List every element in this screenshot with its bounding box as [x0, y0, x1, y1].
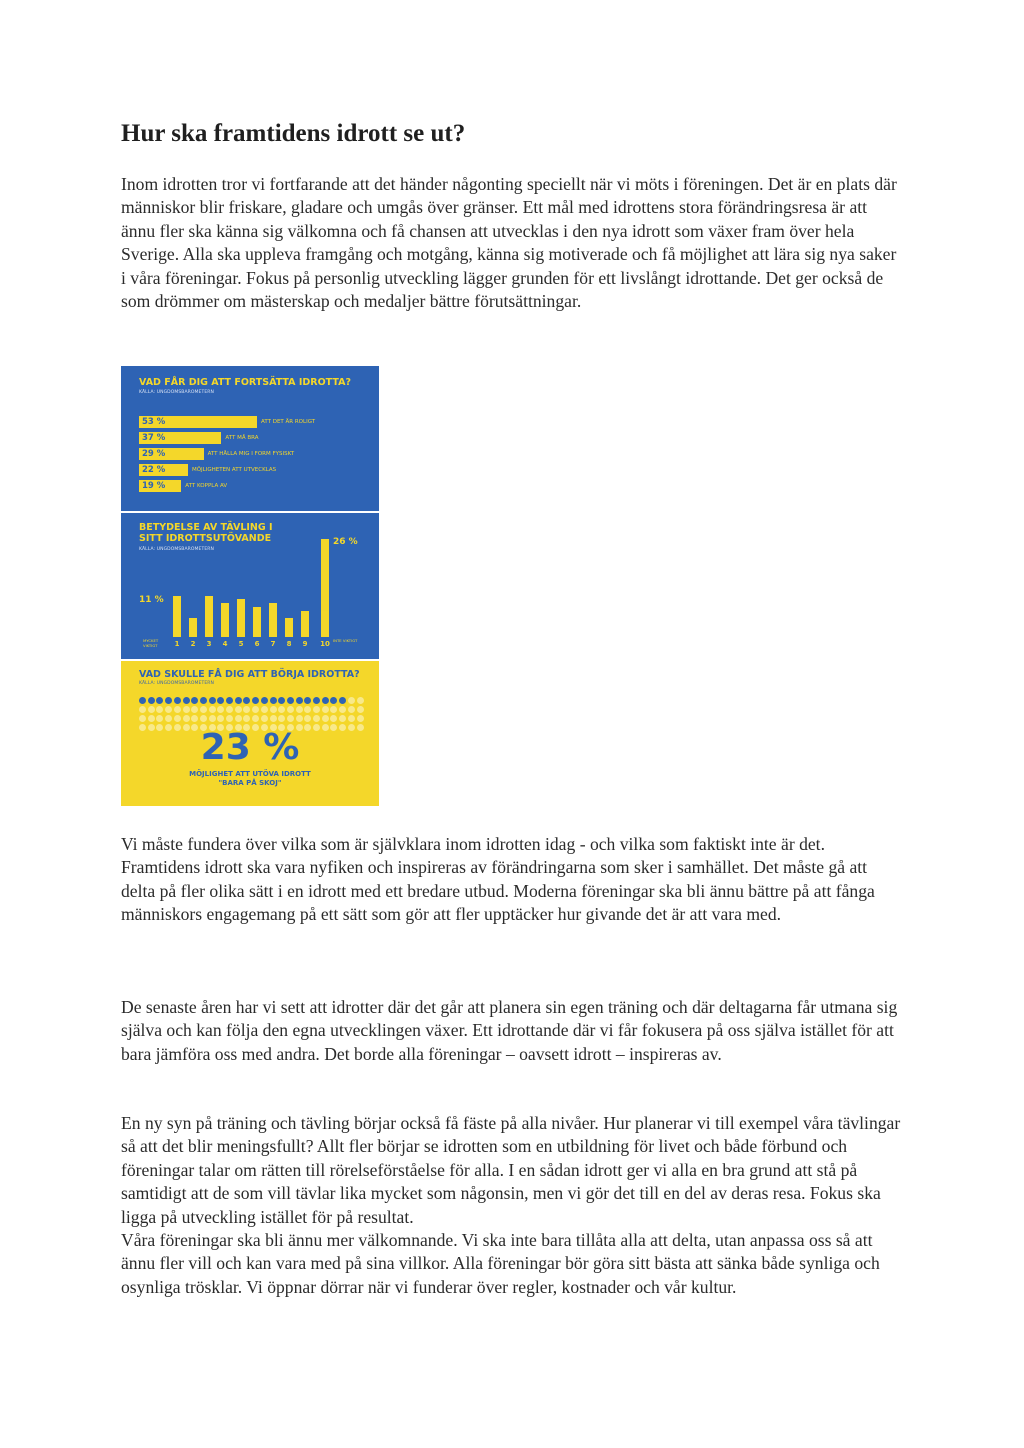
pictogram-dot	[330, 706, 337, 713]
chart-competition-low-label: MYCKET VIKTIGT	[143, 638, 159, 648]
pictogram-dot	[226, 715, 233, 722]
chart-competition-title: BETYDELSE AV TÄVLING I SITT IDROTTSUTÖVANDE	[139, 522, 273, 544]
pictogram-dot	[209, 715, 216, 722]
pictogram-dot	[339, 697, 346, 704]
pictogram-dot	[183, 715, 190, 722]
pictogram-dot	[235, 706, 242, 713]
pictogram-dot	[348, 706, 355, 713]
chart-competition-tick-label: 8	[286, 640, 292, 648]
chart-reasons-value-label: 22 %	[142, 465, 166, 475]
pictogram-dot	[322, 715, 329, 722]
chart-reasons-row	[139, 480, 369, 492]
pictogram-dot	[191, 715, 198, 722]
pictogram-dot	[217, 715, 224, 722]
chart-reasons-row	[139, 432, 369, 444]
pictogram-dot	[339, 706, 346, 713]
chart-competition-annotation-high: 26 %	[333, 537, 358, 547]
chart-start-source: KÄLLA: UNGDOMSBAROMETERN	[139, 681, 214, 686]
chart-reasons-panel	[121, 366, 379, 511]
pictogram-dot	[270, 697, 277, 704]
pictogram-dot	[304, 715, 311, 722]
chart-reasons-bar	[139, 464, 188, 476]
pictogram-dot	[191, 697, 198, 704]
chart-competition-annotation-low: 11 %	[139, 595, 164, 605]
pictogram-dot	[330, 697, 337, 704]
chart-start-caption-line2: "BARA PÅ SKOJ"	[218, 779, 282, 787]
pictogram-dot	[217, 697, 224, 704]
pictogram-dot	[183, 697, 190, 704]
chart-start-value: 23 %	[200, 727, 300, 768]
pictogram-dot	[339, 715, 346, 722]
pictogram-dot	[139, 715, 146, 722]
pictogram-dot	[287, 697, 294, 704]
pictogram-dot	[209, 697, 216, 704]
page-title: Hur ska framtidens idrott se ut?	[121, 120, 466, 147]
pictogram-dot	[330, 715, 337, 722]
infographic	[121, 366, 379, 806]
chart-start-panel	[121, 661, 379, 806]
paragraph-training: En ny syn på träning och tävling börjar också få fäste på alla nivåer. Hur planerar vi till exempel våra tävlingar så att det blir meningsfullt? Allt fler börjar se idrotten som en utbildning för livet och både förbund och föreningar talar om rätten till rörelseförståelse för alla. I en sådan idrott ger vi alla en bra grund att stå på samtidigt att de som vill tävlar lika mycket som någonsin, men vi gör det till en del av deras resa. Fokus ska ligga på utveckling istället för på resultat. Våra föreningar ska bli ännu mer välkomnande. Vi ska inte bara tillåta alla att delta, utan anpassa oss så att ännu fler vill och kan vara med på sina villkor. Alla föreningar bör göra sitt bästa att sänka både synliga och osynliga trösklar. Vi öppnar dörrar när vi funderar över regler, kostnader och vår kultur.	[121, 1113, 901, 1297]
pictogram-dot	[243, 715, 250, 722]
pictogram-dot	[270, 706, 277, 713]
pictogram-dot	[261, 697, 268, 704]
pictogram-dot	[261, 715, 268, 722]
chart-competition-tick-label: 6	[254, 640, 260, 648]
chart-reasons-category-label: ATT KOPPLA AV	[185, 483, 228, 489]
pictogram-dot	[252, 697, 259, 704]
pictogram-dot	[270, 715, 277, 722]
pictogram-dot	[243, 697, 250, 704]
chart-competition-high-label: INTE VIKTIGT	[333, 638, 358, 643]
chart-reasons-bar	[139, 448, 204, 460]
pictogram-dot	[261, 706, 268, 713]
pictogram-dot	[278, 715, 285, 722]
chart-competition-bar	[301, 611, 309, 637]
chart-competition-tick-label: 1	[174, 640, 180, 648]
chart-reasons-row	[139, 416, 369, 428]
pictogram-dot	[200, 697, 207, 704]
pictogram-dot	[139, 697, 146, 704]
pictogram-dot	[165, 697, 172, 704]
chart-reasons-row	[139, 448, 369, 460]
pictogram-dot	[278, 706, 285, 713]
pictogram-dot	[217, 706, 224, 713]
pictogram-dot	[174, 697, 181, 704]
pictogram-dot	[156, 697, 163, 704]
pictogram-dot	[357, 697, 364, 704]
pictogram-dot	[252, 706, 259, 713]
pictogram-dot	[357, 715, 364, 722]
pictogram-dot	[156, 715, 163, 722]
chart-reasons-category-label: ATT HÅLLA MIG I FORM FYSISKT	[207, 451, 295, 457]
chart-competition-bar	[221, 603, 229, 637]
chart-competition-bar	[205, 596, 213, 637]
chart-competition-tick-label: 2	[190, 640, 196, 648]
pictogram-dot	[322, 697, 329, 704]
pictogram-dot	[235, 697, 242, 704]
chart-competition-bar	[189, 618, 197, 637]
chart-competition-bar	[269, 603, 277, 637]
pictogram-dot	[304, 697, 311, 704]
pictogram-dot	[313, 697, 320, 704]
pictogram-dot	[313, 706, 320, 713]
paragraph-recent-years: De senaste åren har vi sett att idrotter där det går att planera sin egen träning och där deltagarna får utmana sig själva och kan följa den egna utvecklingen växer. Ett idrottande där vi får fokusera på oss själva istället för att bara jämföra oss med andra. Det borde alla föreningar – oavsett idrott – inspireras av.	[121, 997, 898, 1064]
pictogram-dot	[296, 697, 303, 704]
pictogram-dot	[191, 706, 198, 713]
chart-competition-bar	[253, 607, 261, 637]
chart-competition-bar	[321, 539, 329, 637]
chart-start-caption-line1: MÖJLIGHET ATT UTÖVA IDROTT	[189, 770, 311, 778]
pictogram-dot	[200, 715, 207, 722]
paragraph-intro: Inom idrotten tror vi fortfarande att det händer någonting speciellt när vi möts i föreningen. Det är en plats där människor blir friskare, gladare och umgås över gränser. Ett mål med idrottens stora förändringsresa är att ännu fler ska känna sig välkomna och få chansen att utvecklas i den nya idrott som växer fram över hela Sverige. Alla ska uppleva framgång och motgång, känna sig motiverade och få möjlighet att lära sig nya saker i våra föreningar. Fokus på personlig utveckling lägger grunden för ett livslångt idrottande. Det ger också de som drömmer om mästerskap och medaljer bättre förutsättningar.	[121, 174, 897, 312]
pictogram-dot	[165, 715, 172, 722]
chart-reasons-value-label: 29 %	[142, 449, 166, 459]
pictogram-dot	[183, 706, 190, 713]
chart-competition-tick-label: 5	[238, 640, 244, 648]
pictogram-dot	[322, 706, 329, 713]
pictogram-dot	[148, 715, 155, 722]
pictogram-dot	[174, 706, 181, 713]
chart-competition-bar	[237, 599, 245, 637]
pictogram-dot	[296, 715, 303, 722]
pictogram-dot	[200, 706, 207, 713]
pictogram-dot	[287, 706, 294, 713]
chart-start-title: VAD SKULLE FÅ DIG ATT BÖRJA IDROTTA?	[139, 669, 360, 680]
chart-reasons-bar	[139, 480, 181, 492]
chart-competition-bar	[173, 596, 181, 637]
pictogram-dot	[252, 715, 259, 722]
pictogram-dot	[348, 697, 355, 704]
pictogram-dot	[148, 706, 155, 713]
pictogram-dot	[156, 706, 163, 713]
chart-reasons-row	[139, 464, 369, 476]
chart-reasons-value-label: 53 %	[142, 417, 166, 427]
chart-reasons-category-label: MÖJLIGHETEN ATT UTVECKLAS	[191, 467, 277, 473]
paragraph-future: Vi måste fundera över vilka som är självklara inom idrotten idag - och vilka som faktiskt inte är det. Framtidens idrott ska vara nyfiken och inspireras av förändringarna som sker i samhället. Det måste gå att delta på fler olika sätt i en idrott med ett bredare utbud. Moderna föreningar ska bli ännu bättre på att fånga människors engagemang på ett sätt som gör att fler upptäcker hur givande det är att vara med.	[121, 834, 875, 925]
pictogram-dot	[139, 706, 146, 713]
chart-reasons-category-label: ATT DET ÄR ROLIGT	[261, 419, 316, 425]
pictogram-dot	[287, 715, 294, 722]
pictogram-dot	[235, 715, 242, 722]
chart-reasons-value-label: 37 %	[142, 433, 166, 443]
pictogram-dot	[209, 706, 216, 713]
chart-reasons-title: VAD FÅR DIG ATT FORTSÄTTA IDROTTA?	[139, 377, 351, 388]
pictogram-dot	[278, 697, 285, 704]
pictogram-dot	[243, 706, 250, 713]
chart-competition-source: KÄLLA: UNGDOMSBAROMETERN	[139, 547, 214, 552]
chart-competition-tick-label: 4	[222, 640, 228, 648]
chart-competition-tick-label: 9	[302, 640, 308, 648]
chart-reasons-category-label: ATT MÅ BRA	[225, 435, 259, 441]
chart-competition-tick-label: 10	[320, 640, 330, 648]
pictogram-dot	[304, 706, 311, 713]
pictogram-dot	[226, 706, 233, 713]
pictogram-dot	[357, 706, 364, 713]
chart-competition-tick-label: 3	[206, 640, 212, 648]
pictogram-dot	[165, 706, 172, 713]
chart-competition-panel	[121, 513, 379, 659]
chart-competition-bar	[285, 618, 293, 637]
pictogram-dot	[148, 697, 155, 704]
chart-reasons-bar	[139, 432, 221, 444]
pictogram-dot	[226, 697, 233, 704]
pictogram-dot	[313, 715, 320, 722]
chart-reasons-source: KÄLLA: UNGDOMSBAROMETERN	[139, 390, 214, 395]
chart-competition-tick-label: 7	[270, 640, 276, 648]
pictogram-dot	[174, 715, 181, 722]
pictogram-dot	[296, 706, 303, 713]
chart-reasons-bar	[139, 416, 257, 428]
pictogram-dot	[348, 715, 355, 722]
chart-reasons-value-label: 19 %	[142, 481, 166, 491]
